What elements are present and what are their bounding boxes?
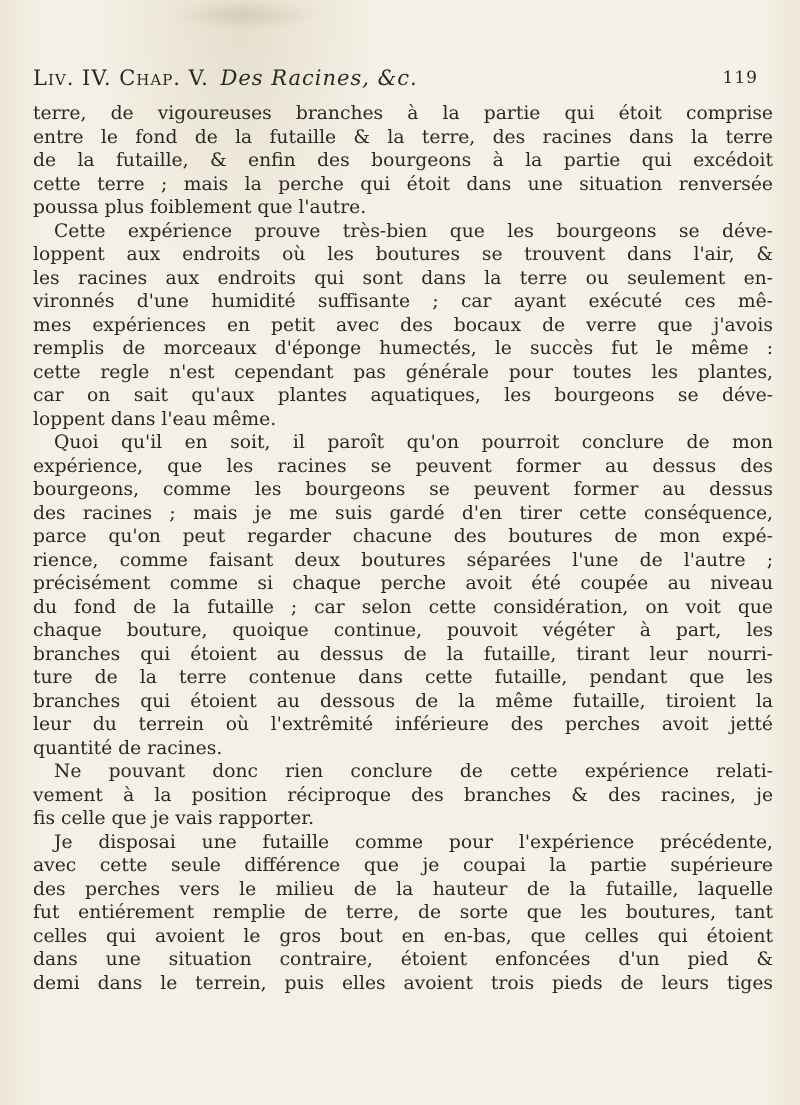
text-line: expérience, que les racines se peuvent former au dessus des [33,455,773,477]
text-line: précisément comme si chaque perche avoit été coupée au niveau [33,573,773,594]
text-line: branches qui étoient au dessus de la futaille, tirant leur nourri- [33,643,773,665]
text-line: terre, de vigoureuses branches à la partie qui étoit comprise [33,103,773,124]
text-line: leur du terrein où l'extrêmité inférieure des perches avoit jetté [33,714,773,735]
text-line: cette regle n'est cependant pas générale pour toutes les plantes, [33,361,773,383]
running-header [33,66,758,96]
text-line: des perches vers le milieu de la hauteur de la futaille, laquelle [33,878,773,900]
text-line: loppent aux endroits où les boutures se trouvent dans l'air, & [33,244,773,265]
text-line: vironnés d'une humidité suffisante ; car ayant exécuté ces mê- [33,291,773,312]
text-line: Ne pouvant donc rien conclure de cette expérience relati- [54,761,773,782]
text-line: loppent dans l'eau même. [33,408,277,430]
text-line: dans une situation contraire, étoient enfoncées d'un pied & [33,949,773,970]
text-line: branches qui étoient au dessous de la même futaille, tiroient la [33,690,773,712]
text-line: entre le fond de la futaille & la terre, des racines dans la terre [33,126,773,148]
paper-stain [170,0,320,30]
text-line: avec cette seule différence que je coupai la partie supérieure [33,855,773,876]
text-line: fut entiérement remplie de terre, de sorte que les boutures, tant [33,902,773,923]
text-line: rience, comme faisant deux boutures séparées l'une de l'autre ; [33,549,773,571]
text-line: Cette expérience prouve très-bien que les bourgeons se déve- [54,220,773,242]
book-number: Liv. IV. [33,66,112,90]
text-line: des racines ; mais je me suis gardé d'en tirer cette conséquence, [33,502,773,524]
text-line: celles qui avoient le gros bout en en-bas, que celles qui étoient [33,925,773,947]
text-line: bourgeons, comme les bourgeons se peuvent former au dessus [33,479,773,500]
text-line: demi dans le terrein, puis elles avoient trois pieds de leurs tiges [33,972,773,994]
text-line: poussa plus foiblement que l'autre. [33,197,367,218]
text-line: quantité de racines. [33,737,223,759]
chapter-title: Des Racines, &c. [220,66,418,90]
page-number: 119 [722,68,758,88]
body-text [33,102,773,995]
text-line: mes expériences en petit avec des bocaux de verre que j'avois [33,314,773,336]
text-line: du fond de la futaille ; car selon cette considération, on voit que [33,596,773,618]
text-line: fis celle que je vais rapporter. [33,808,315,829]
text-line: vement à la position réciproque des branches & des racines, je [33,784,773,806]
text-line: chaque bouture, quoique continue, pouvoit végéter à part, les [33,620,773,641]
text-line: remplis de morceaux d'éponge humectés, le succès fut le même : [33,338,773,359]
text-line: de la futaille, & enfin des bourgeons à la partie qui excédoit [33,150,773,171]
text-line: ture de la terre contenue dans cette futaille, pendant que les [33,667,773,688]
text-line: les racines aux endroits qui sont dans la terre ou seulement en- [33,267,773,289]
text-line: Quoi qu'il en soit, il paroît qu'on pourroit conclure de mon [54,432,773,453]
text-line: parce qu'on peut regarder chacune des boutures de mon expé- [33,526,773,547]
chapter-number: Chap. V. [119,66,209,90]
text-line: car on sait qu'aux plantes aquatiques, les bourgeons se déve- [33,385,773,406]
text-line: cette terre ; mais la perche qui étoit dans une situation renversée [33,173,773,195]
text-line: Je disposai une futaille comme pour l'expérience précédente, [54,831,773,853]
